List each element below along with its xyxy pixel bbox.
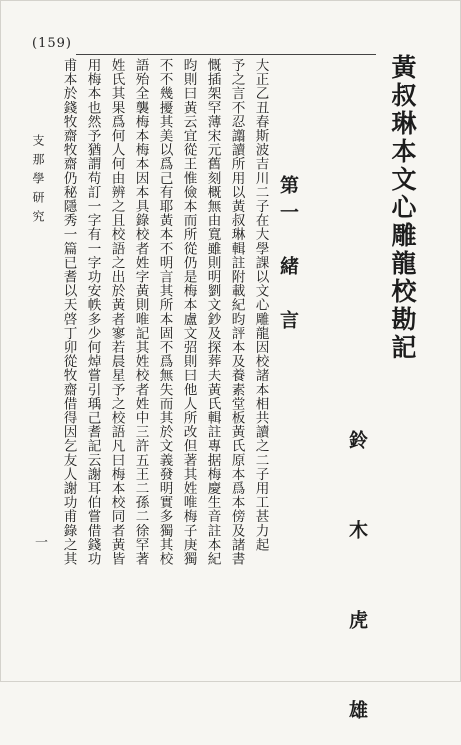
footer-page-number: 一 [32, 535, 47, 548]
body-column: 甫本於錢牧齋牧齋仍秘隱秀一篇已耆以天啓丁卯從牧齋借得因乞友人謝功甫錄之其 [60, 58, 77, 566]
body-column: 予之言不忍譾讀所用以黃叔琳輯註附載紀昀評本及養素堂板黃氏原本爲本傍及諸書 [228, 58, 245, 566]
page-number: (159) [32, 36, 72, 51]
page-title: 黃叔琳本文心雕龍校勘記 [388, 54, 417, 362]
author-name: 鈴 木 虎 雄 [346, 430, 368, 745]
body-column: 昀則曰黃云宜從王惟儉本而所從仍是梅本盧文弨則曰他人所改但著其姓唯梅子庚獨 [180, 58, 197, 566]
body-column: 語殆全襲梅本梅本因本具錄校者姓字黃則唯記其姓校者姓中三許五王二孫二徐罕著 [132, 58, 149, 566]
body-column: 不不幾擾其美以爲己有耶黃本不明言其所本固不爲無失而其於文義發明實多獨其校 [156, 58, 173, 566]
body-column: 慨插架罕薄宋元舊刻概無由寬雖則明劉文鈔及探葬夫黃氏輯註專据梅慶生音註本紀 [204, 58, 221, 566]
running-title: 支那學研究 [31, 134, 45, 229]
body-column: 姓氏其果爲何人何由辨之且校語之出於黃者寥若晨星予之校語凡曰梅本校同者黃皆 [108, 58, 125, 566]
body-column: 用梅本也然予猶謂苟訂一字有一字功安帙多少何焯嘗引瑀己耆記云謝耳伯嘗借錢功 [84, 58, 101, 566]
header-rule [76, 54, 376, 55]
body-column: 大正乙丑春斯波吉川二子在大學課以文心雕龍因校諸本相共讀之二子用工甚力起 [252, 58, 269, 552]
section-heading: 第一 緒 言 [277, 175, 299, 337]
